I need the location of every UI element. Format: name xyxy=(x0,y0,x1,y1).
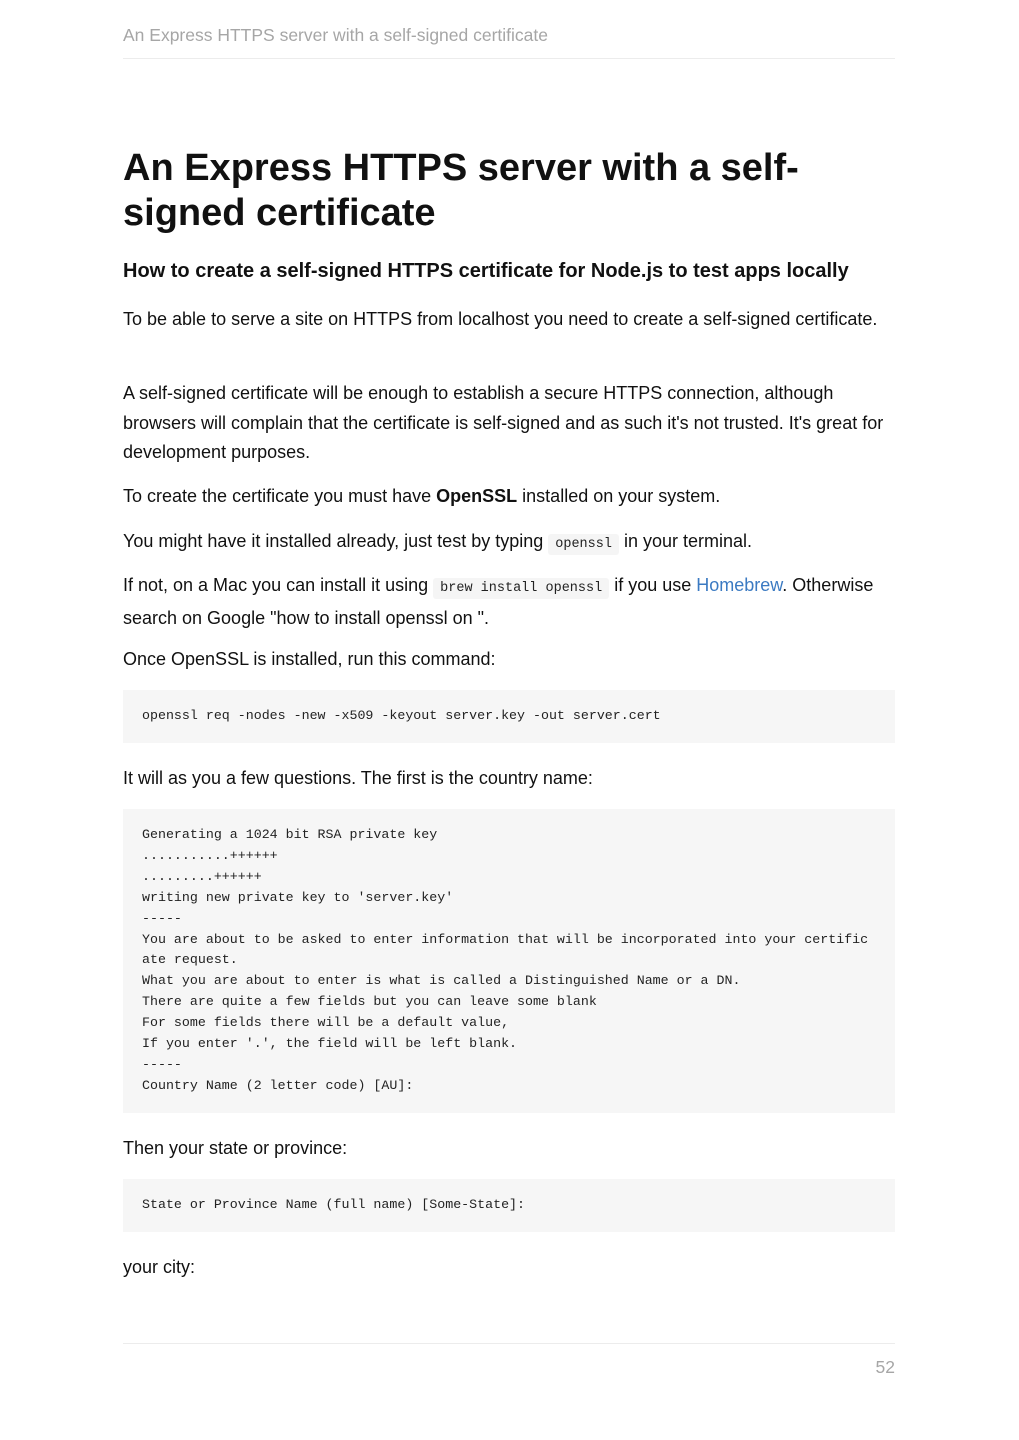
code-block-state-prompt: State or Province Name (full name) [Some-State]: xyxy=(123,1179,895,1232)
text-segment: in your terminal. xyxy=(618,531,753,551)
text-segment: If not, on a Mac you can install it using xyxy=(123,575,434,595)
inline-code-brew: brew install openssl xyxy=(433,578,609,599)
code-block-openssl-output: Generating a 1024 bit RSA private key ...........++++++ .........++++++ writing new private key to 'server.key' ----- You are about to be asked to enter information that will be incorporated into your certificate request. What you are about to enter is what is called a Distinguished Name or a DN. There are quite a few fields but you can leave some blank For some fields there will be a default value, If you enter '.', the field will be left blank. ----- Country Name (2 letter code) [AU]: xyxy=(123,809,895,1113)
running-header: An Express HTTPS server with a self-signed certificate xyxy=(123,24,895,59)
paragraph-test-openssl xyxy=(123,527,895,560)
text-segment: installed on your system. xyxy=(517,486,721,506)
paragraph-state: Then your state or province: xyxy=(123,1138,348,1158)
paragraph-install-openssl xyxy=(123,571,895,633)
page-title: An Express HTTPS server with a self-signed certificate xyxy=(123,147,799,234)
paragraph-intro: To be able to serve a site on HTTPS from localhost you need to create a self-signed certificate. xyxy=(123,309,878,329)
text-segment: . Otherwise search on Google "how to install openssl on ". xyxy=(123,575,874,628)
openssl-bold: OpenSSL xyxy=(436,486,518,506)
paragraph-self-signed: A self-signed certificate will be enough to establish a secure HTTPS connection, although browsers will complain that the certificate is self-signed and as such it's not trusted. It's great for development purposes. xyxy=(123,383,884,462)
inline-code-openssl: openssl xyxy=(548,534,619,555)
text-segment: You might have it installed already, just test by typing xyxy=(123,531,549,551)
paragraph-city: your city: xyxy=(123,1257,196,1277)
paragraph-questions: It will as you a few questions. The first is the country name: xyxy=(123,768,593,788)
paragraph-openssl-requirement xyxy=(123,482,895,512)
footer-divider xyxy=(123,1343,895,1344)
text-segment: if you use xyxy=(609,575,697,595)
text-segment: To create the certificate you must have xyxy=(123,486,437,506)
homebrew-link[interactable]: Homebrew xyxy=(696,575,783,595)
page-number: 52 xyxy=(875,1357,895,1377)
article-subtitle: How to create a self-signed HTTPS certificate for Node.js to test apps locally xyxy=(123,260,849,282)
code-block-openssl-command: openssl req -nodes -new -x509 -keyout server.key -out server.cert xyxy=(123,690,895,743)
paragraph-run-command: Once OpenSSL is installed, run this command: xyxy=(123,649,496,669)
